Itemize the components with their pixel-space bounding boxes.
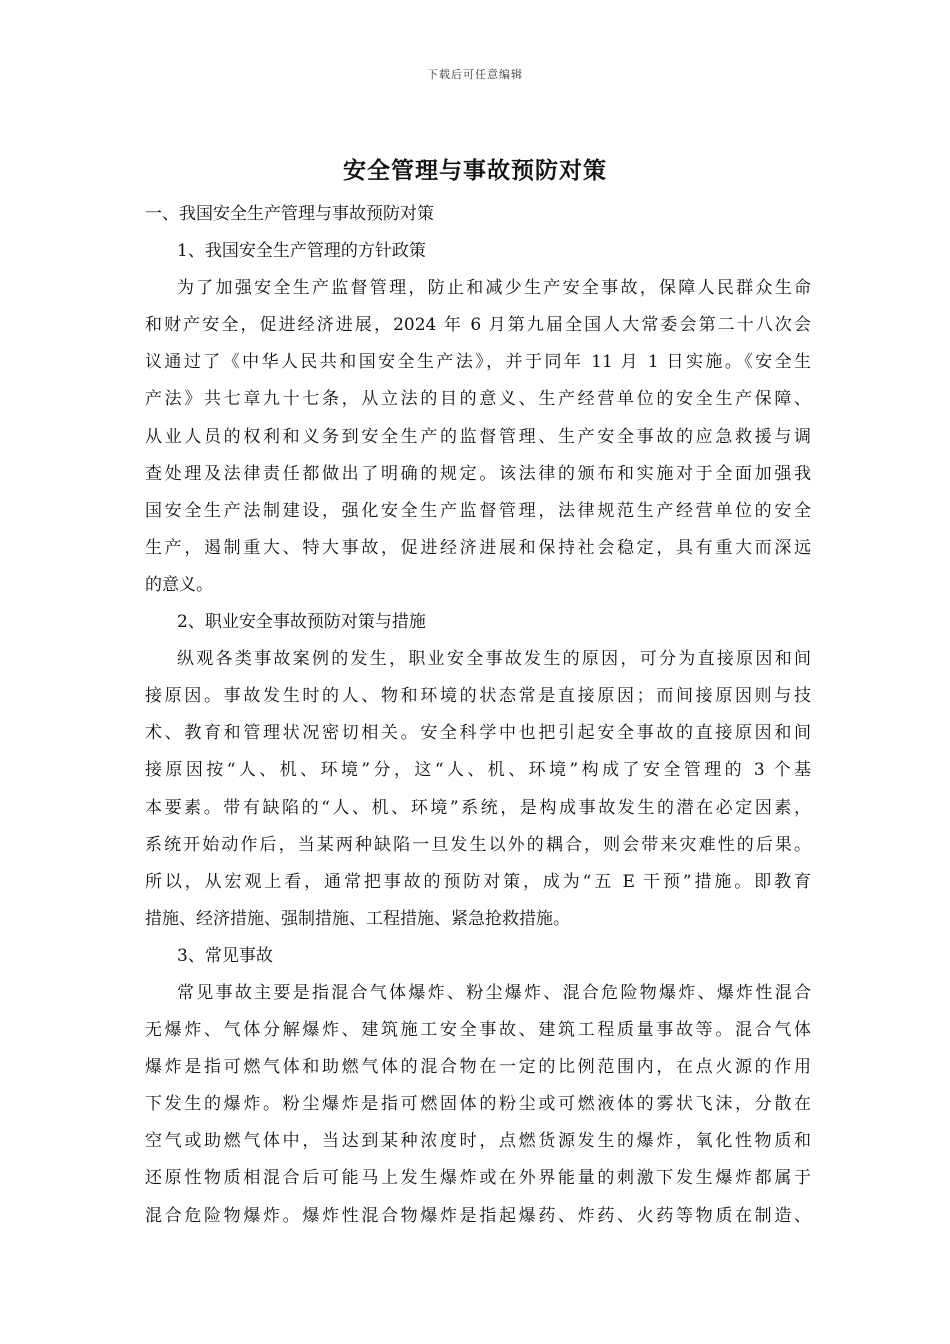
paragraph-line: 本要素。带有缺陷的“人、机、环境”系统，是构成事故发生的潜在必定因素， [145,797,811,818]
document-body [145,196,811,1235]
paragraph-line: 措施、经济措施、强制措施、工程措施、紧急抢救措施。 [145,908,570,929]
subsection-heading: 3、常见事故 [177,945,273,966]
paragraph-common-accidents [145,975,811,1235]
paragraph-line: 接原因。事故发生时的人、物和环境的状态常是直接原因；而间接原因则与技 [145,686,811,707]
paragraph-line: 所以，从宏观上看，通常把事故的预防对策，成为“五 E 干预”措施。即教育 [145,871,811,892]
paragraph-line: 为了加强安全生产监督管理，防止和减少生产安全事故，保障人民群众生命 [177,278,811,299]
paragraph-line: 国安全生产法制建设，强化安全生产监督管理，法律规范生产经营单位的安全 [145,500,811,521]
paragraph-line: 无爆炸、气体分解爆炸、建筑施工安全事故、建筑工程质量事故等。混合气体 [145,1020,811,1041]
paragraph-line: 产法》共七章九十七条，从立法的目的意义、生产经营单位的安全生产保障、 [145,389,811,410]
paragraph-prevention [145,641,811,938]
paragraph-line: 爆炸是指可燃气体和助燃气体的混合物在一定的比例范围内，在点火源的作用 [145,1057,811,1078]
subsection-heading: 2、职业安全事故预防对策与措施 [177,612,426,633]
paragraph-line: 常见事故主要是指混合气体爆炸、粉尘爆炸、混合危险物爆炸、爆炸性混合 [177,982,811,1003]
paragraph-line: 的意义。 [145,574,213,595]
paragraph-policy [145,270,811,604]
paragraph-line: 混合危险物爆炸。爆炸性混合物爆炸是指起爆药、炸药、火药等物质在制造、 [145,1205,811,1226]
paragraph-line: 纵观各类事故案例的发生，职业安全事故发生的原因，可分为直接原因和间 [177,649,811,670]
document-title: 安全管理与事故预防对策 [343,157,607,184]
paragraph-line: 还原性物质相混合后可能马上发生爆炸或在外界能量的刺激下发生爆炸都属于 [145,1168,811,1189]
paragraph-line: 空气或助燃气体中，当达到某种浓度时，点燃货源发生的爆炸，氧化性物质和 [145,1131,811,1152]
paragraph-line: 和财产安全，促进经济进展，2024 年 6 月第九届全国人大常委会第二十八次会 [145,315,811,336]
paragraph-line: 议通过了《中华人民共和国安全生产法》，并于同年 11 月 1 日实施。《安全生 [145,352,811,373]
paragraph-line: 生产，遏制重大、特大事故，促进经济进展和保持社会稳定，具有重大而深远 [145,537,811,558]
paragraph-line: 查处理及法律责任都做出了明确的规定。该法律的颁布和实施对于全面加强我 [145,463,811,484]
paragraph-line: 从业人员的权利和义务到安全生产的监督管理、生产安全事故的应急救援与调 [145,426,811,447]
paragraph-line: 系统开始动作后，当某两种缺陷一旦发生以外的耦合，则会带来灾难性的后果。 [145,834,811,855]
paragraph-line: 下发生的爆炸。粉尘爆炸是指可燃固体的粉尘或可燃液体的雾状飞沫，分散在 [145,1094,811,1115]
subsection-heading: 1、我国安全生产管理的方针政策 [177,241,426,262]
paragraph-line: 接原因按“人、机、环境”分，这“人、机、环境”构成了安全管理的 3 个基 [145,760,811,781]
header-note: 下载后可任意编辑 [427,68,523,81]
section-heading: 一、我国安全生产管理与事故预防对策 [145,204,434,224]
paragraph-line: 术、教育和管理状况密切相关。安全科学中也把引起安全事故的直接原因和间 [145,723,811,744]
